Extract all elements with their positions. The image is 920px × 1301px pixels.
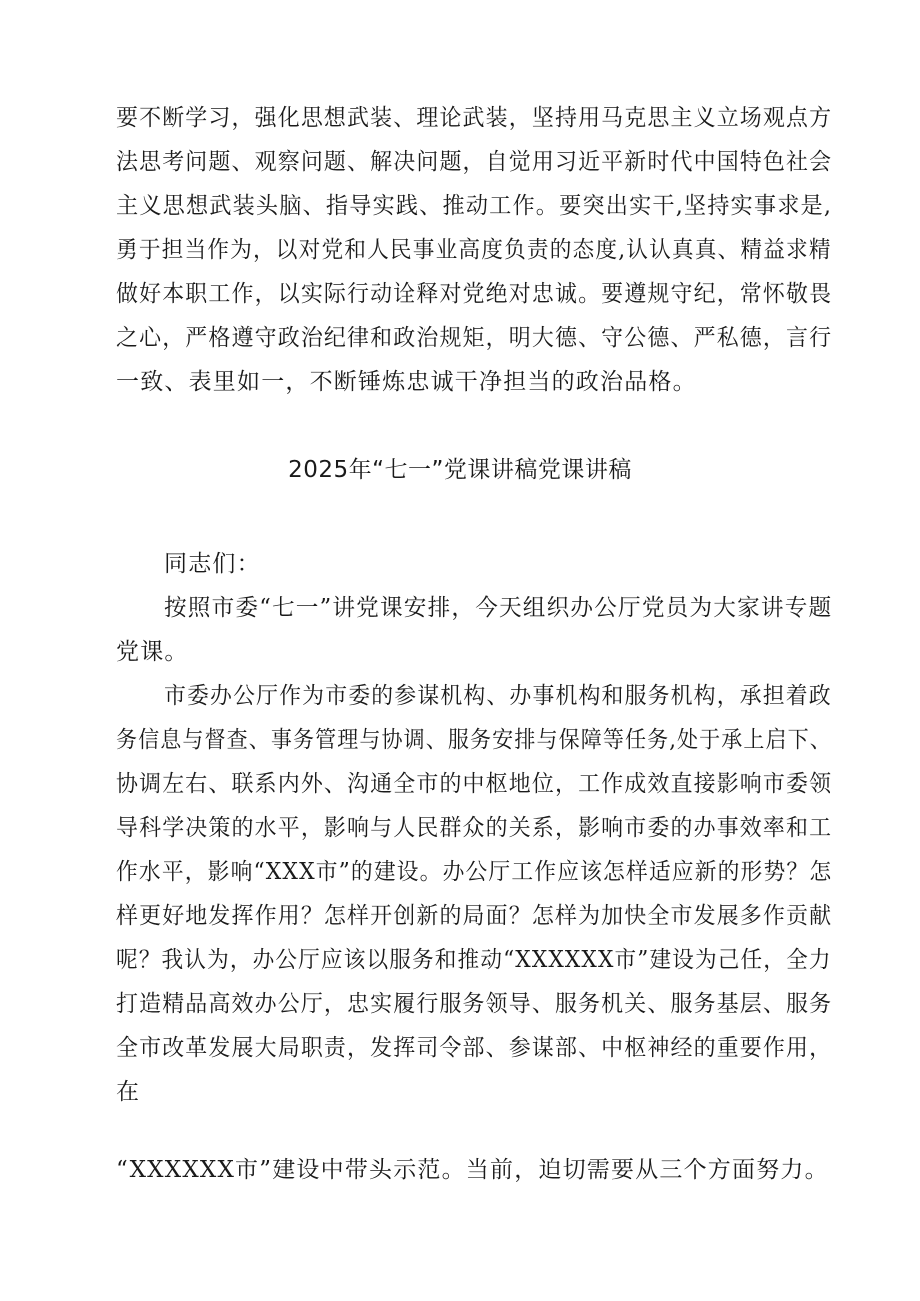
paragraph-line: 之心，严格遵守政治纪律和政治规矩，明大德、守公德、严私德，言行 (116, 325, 833, 351)
paragraph-line: 按照市委“七一”讲党课安排，今天组织办公厅党员为大家讲专题 (164, 595, 833, 621)
paragraph-line: 市委办公厅作为市委的参谋机构、办事机构和服务机构，承担着政 (164, 683, 832, 709)
paragraph-line: 主义思想武装头脑、指导实践、推动工作。要突出实干,坚持实事求是, (116, 193, 833, 219)
paragraph-line: 打造精品高效办公厅，忠实履行服务领导、服务机关、服务基层、服务 (116, 991, 833, 1017)
paragraph-line: 全市改革发展大局职责，发挥司令部、参谋部、中枢神经的重要作用， (116, 1035, 833, 1061)
paragraph-line: 导科学决策的水平，影响与人民群众的关系，影响市委的办事效率和工 (116, 815, 833, 841)
paragraph-line: 作水平，影响“XXX市”的建设。办公厅工作应该怎样适应新的形势？怎 (116, 859, 833, 885)
paragraph-line: 务信息与督查、事务管理与协调、服务安排与保障等任务,处于承上启下、 (116, 727, 832, 753)
paragraph-line: 一致、表里如一，不断锤炼忠诚干净担当的政治品格。 (116, 369, 697, 395)
paragraph-line: 勇于担当作为，以对党和人民事业高度负责的态度,认认真真、精益求精 (116, 237, 832, 263)
document-title: 2025年“七一”党课讲稿党课讲稿 (288, 457, 632, 483)
paragraph-line: 呢？我认为，办公厅应该以服务和推动“XXXXXX市”建设为己任，全力 (116, 947, 832, 973)
paragraph-line: 协调左右、联系内外、沟通全市的中枢地位，工作成效直接影响市委领 (116, 771, 833, 797)
paragraph-line: 法思考问题、观察问题、解决问题，自觉用习近平新时代中国特色社会 (116, 149, 833, 175)
paragraph-line: 要不断学习，强化思想武装、理论武装，坚持用马克思主义立场观点方 (116, 105, 833, 131)
greeting: 同志们： (164, 551, 261, 577)
paragraph-line: 样更好地发挥作用？怎样开创新的局面？怎样为加快全市发展多作贡献 (116, 903, 833, 929)
paragraph-line: 在 (116, 1079, 141, 1105)
paragraph-line: “XXXXXX市”建设中带头示范。当前，迫切需要从三个方面努力。 (116, 1157, 829, 1183)
paragraph-line: 党课。 (116, 639, 189, 665)
paragraph-line: 做好本职工作，以实际行动诠释对党绝对忠诚。要遵规守纪，常怀敬畏 (116, 281, 833, 307)
